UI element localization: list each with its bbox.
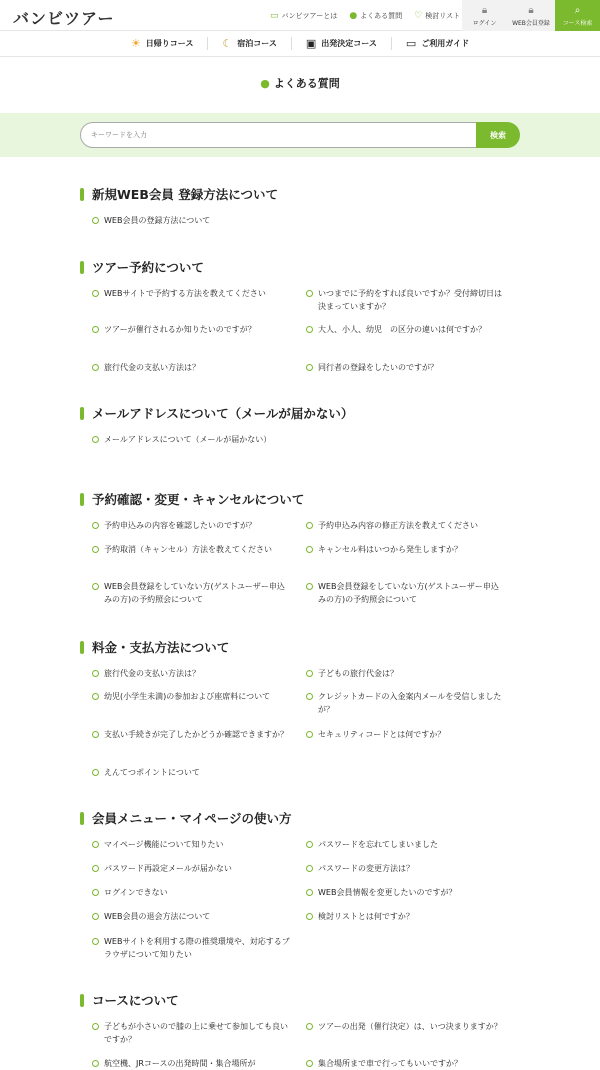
- faq-item[interactable]: WEB会員登録をしていない方(ゲストユーザー申込みの方)の予約照会について: [92, 580, 292, 606]
- top-bar: [0, 0, 600, 31]
- lock-icon: 🔒︎: [528, 4, 534, 16]
- faq-item[interactable]: 集合場所まで車で行ってもいいですか？: [306, 1057, 506, 1070]
- chat-icon: ●: [260, 77, 270, 90]
- section-title: コースについて: [80, 992, 520, 1008]
- faq-section-email: [80, 405, 520, 421]
- faq-item[interactable]: パスワードの変更方法は？: [306, 862, 506, 875]
- faq-item[interactable]: ツアーの出発（催行決定）は、いつ決まりますか？: [306, 1020, 506, 1033]
- nav-overnight[interactable]: ☾ 宿泊コース: [207, 37, 290, 50]
- faq-section-booking: [80, 259, 520, 275]
- section-title: 予約確認・変更・キャンセルについて: [80, 491, 520, 507]
- faq-item[interactable]: いつまでに予約をすれば良いですか？受付締切日は決まっていますか？: [306, 287, 506, 313]
- page-title: ● よくある質問: [260, 77, 340, 90]
- faq-link[interactable]: ● よくある質問: [349, 10, 403, 21]
- faq-item[interactable]: 予約取消（キャンセル）方法を教えてください: [92, 543, 292, 556]
- nav-confirmed[interactable]: ▣ 出発決定コース: [291, 37, 391, 50]
- faq-item[interactable]: WEBサイトで予約する方法を教えてください: [92, 287, 292, 300]
- faq-section-course: [80, 992, 520, 1008]
- faq-item[interactable]: 予約申込み内容の修正方法を教えてください: [306, 519, 506, 532]
- header-links: [270, 0, 472, 31]
- faq-item[interactable]: ログインできない: [92, 886, 292, 899]
- faq-item[interactable]: ツアーが催行されるか知りたいのですが？: [92, 323, 292, 336]
- moon-icon: ☾: [222, 37, 233, 50]
- faq-item[interactable]: キャンセル料はいつから発生しますか？: [306, 543, 506, 556]
- faq-section-payment: [80, 639, 520, 655]
- section-title: 会員メニュー・マイページの使い方: [80, 810, 520, 826]
- faq-item[interactable]: パスワードを忘れてしまいました: [306, 838, 506, 851]
- faq-section-mypage: [80, 810, 520, 826]
- faq-item[interactable]: WEB会員の登録方法について: [92, 214, 292, 227]
- search-icon: ⌕: [574, 4, 581, 16]
- faq-item[interactable]: 子どもの旅行代金は？: [306, 667, 506, 680]
- faq-section-web-register: [80, 186, 520, 202]
- course-search-button[interactable]: ⌕ コース検索: [555, 0, 600, 31]
- faq-item[interactable]: 大人、小人、幼児 の区分の違いは何ですか？: [306, 323, 506, 336]
- login-button[interactable]: 🔒︎ ログイン: [462, 0, 507, 31]
- lock-icon: 🔒︎: [481, 4, 488, 16]
- faq-item[interactable]: WEB会員情報を変更したいのですが？: [306, 886, 506, 899]
- faq-item[interactable]: 予約申込みの内容を確認したいのですが？: [92, 519, 292, 532]
- section-title: メールアドレスについて（メールが届かない）: [80, 405, 520, 421]
- chat-icon: ●: [349, 10, 358, 21]
- faq-item[interactable]: クレジットカードの入金案内メールを受信しましたが？: [306, 690, 506, 716]
- section-title: 料金・支払方法について: [80, 639, 520, 655]
- faq-item[interactable]: WEB会員の退会方法について: [92, 910, 292, 923]
- faq-item[interactable]: 同行者の登録をしたいのですが？: [306, 361, 506, 374]
- site-logo[interactable]: バンビツアー: [13, 9, 115, 28]
- faq-item[interactable]: 支払い手続きが完了したかどうか確認できますか？: [92, 728, 292, 741]
- book-icon: ▭: [405, 37, 417, 50]
- faq-item[interactable]: 検討リストとは何ですか？: [306, 910, 506, 923]
- heart-icon: ♡: [414, 10, 423, 21]
- faq-item[interactable]: マイページ機能について知りたい: [92, 838, 292, 851]
- faq-item[interactable]: セキュリティコードとは何ですか？: [306, 728, 506, 741]
- ok-icon: ▣: [305, 37, 317, 50]
- nav-daytrip[interactable]: ☀ 日帰りコース: [130, 37, 194, 50]
- faq-section-change-cancel: [80, 491, 520, 507]
- faq-item[interactable]: 旅行代金の支払い方法は？: [92, 361, 292, 374]
- faq-item[interactable]: WEB会員登録をしていない方(ゲストユーザー申込みの方)の予約照会について: [306, 580, 506, 606]
- faq-item[interactable]: パスワード再設定メールが届かない: [92, 862, 292, 875]
- search-input[interactable]: [80, 122, 478, 148]
- main-nav: [0, 31, 600, 57]
- bus-icon: ▭: [270, 10, 279, 21]
- wishlist-link[interactable]: ♡ 検討リスト: [414, 10, 461, 21]
- register-button[interactable]: 🔒︎ WEB会員登録: [507, 0, 555, 31]
- faq-item[interactable]: 旅行代金の支払い方法は？: [92, 667, 292, 680]
- faq-item[interactable]: えんてつポイントについて: [92, 766, 292, 779]
- faq-item[interactable]: 航空機、JRコースの出発時間・集合場所が: [92, 1057, 292, 1070]
- section-title: ツアー予約について: [80, 259, 520, 275]
- faq-item[interactable]: WEBサイトを利用する際の推奨環境や、対応するブラウザについて知りたい: [92, 935, 292, 961]
- about-link[interactable]: ▭ バンビツアーとは: [270, 10, 338, 21]
- section-title: 新規WEB会員 登録方法について: [80, 186, 520, 202]
- search-band: [0, 113, 600, 157]
- faq-item[interactable]: メールアドレスについて（メールが届かない）: [92, 433, 292, 446]
- faq-item[interactable]: 幼児(小学生未満)の参加および座席料について: [92, 690, 292, 703]
- nav-guide[interactable]: ▭ ご利用ガイド: [391, 37, 483, 50]
- sun-icon: ☀: [130, 37, 141, 50]
- faq-item[interactable]: 子どもが小さいので膝の上に乗せて参加しても良いですか？: [92, 1020, 292, 1046]
- search-button[interactable]: 検索: [476, 122, 520, 148]
